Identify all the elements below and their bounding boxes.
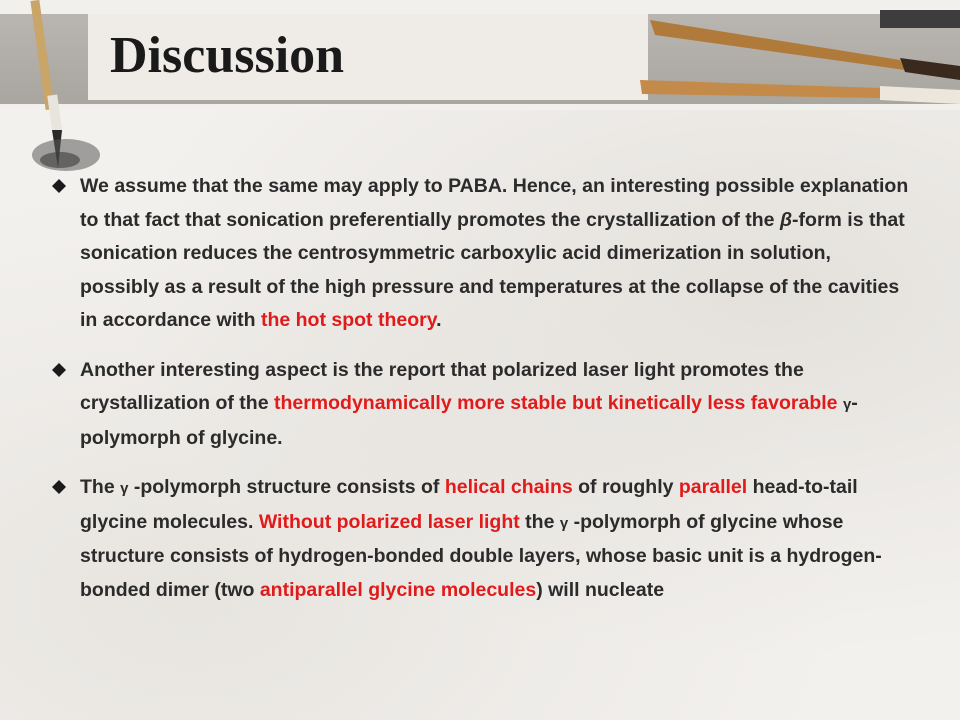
bullet-text-segment: The — [80, 476, 121, 498]
bullet-text-segment: of roughly — [572, 476, 679, 498]
right-brushes-icon — [640, 10, 960, 104]
bullet-text-segment: thermodynamically more stable but kinetically less favorable — [273, 392, 838, 414]
bullet-text-segment: helical chains — [444, 476, 573, 498]
bullet-text-segment: parallel — [678, 476, 748, 498]
bullet-text-segment: -polymorph structure consists of — [128, 476, 445, 498]
bullet-text-segment: Without polarized laser light — [258, 510, 520, 533]
bullet-text-segment: γ — [120, 480, 129, 497]
bullet-list — [50, 170, 910, 623]
bullet-text-segment: ) will nucleate — [536, 578, 665, 601]
diamond-bullet-icon — [52, 363, 66, 377]
bullet-item — [50, 471, 910, 607]
diamond-bullet-icon — [52, 179, 66, 193]
bullet-text-segment: We assume that the same may apply to PABA. Hence, an interesting possible explanation to that fact that sonication preferentially promotes the crystallization of the — [80, 175, 909, 231]
bullet-text-segment: -polymorph of glycine. — [80, 392, 858, 449]
bullet-text-segment: head-to-tail glycine molecules. — [80, 476, 858, 533]
bullet-text-segment: . — [436, 309, 442, 331]
bullet-text-segment: γ — [559, 514, 569, 532]
bullet-text-segment: Another interesting aspect is the report that polarized laser light promotes the crystallization of the — [80, 358, 804, 414]
diamond-bullet-icon — [52, 480, 66, 494]
bullet-text-segment: the — [519, 510, 560, 533]
bullet-text-segment: the hot spot theory — [260, 309, 437, 331]
bullet-text-segment: antiparallel glycine molecules — [259, 578, 537, 601]
bullet-text-segment: γ — [842, 396, 852, 413]
bullet-item — [50, 354, 910, 456]
bullet-item — [50, 170, 910, 338]
bullet-text-segment: -polymorph of glycine whose structure consists of hydrogen-bonded double layers, whose basic unit is a hydrogen-bonded dimer (two — [80, 510, 882, 601]
bullet-text-segment: β — [779, 208, 793, 231]
left-brush-icon — [30, 0, 100, 171]
bullet-text-segment: -form is that sonication reduces the centrosymmetric carboxylic acid dimerization in solution, possibly as a result of the high pressure and temperatures at the collapse of the cavities in accordance with — [80, 208, 905, 331]
slide-title: Discussion — [110, 27, 345, 84]
